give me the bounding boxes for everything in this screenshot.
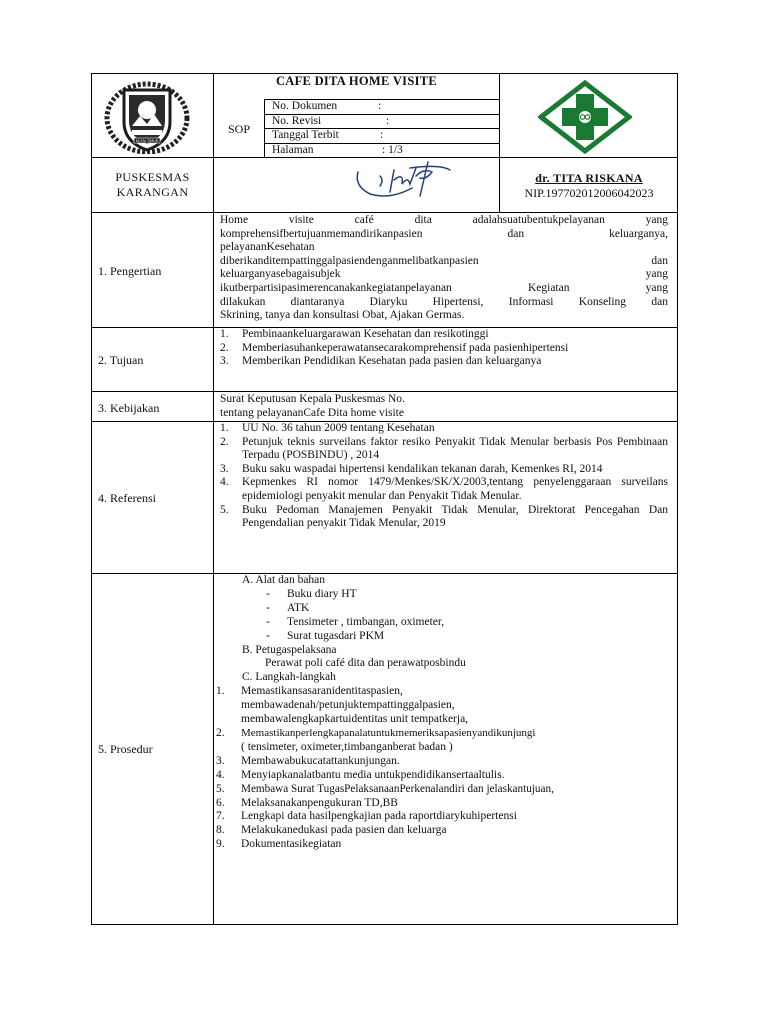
- meta-value: :: [380, 129, 384, 141]
- step-item: [216, 783, 671, 797]
- kebijakan-text: [220, 393, 668, 420]
- dash-icon: -: [266, 615, 270, 628]
- step-item: [216, 824, 671, 838]
- meta-row-halaman: [272, 144, 497, 158]
- signature-icon: [350, 158, 470, 204]
- step-line: Membawa Surat TugasPelaksanaanPerkenalandiri dan jelaskantujuan,: [241, 782, 554, 795]
- list-number: 2.: [220, 341, 229, 354]
- step-number: 6.: [216, 796, 225, 809]
- list-text: Buku Pedoman Manajemen Penyakit Tidak Menular, Direktorat Pencegahan Dan Pengendalian penyakit Tidak Menular, 2019: [242, 503, 668, 530]
- list-item: [220, 463, 668, 477]
- pengertian-text: [220, 214, 668, 323]
- list-text: Petunjuk teknis surveilans faktor resiko Penyakit Tidak Menular berbasis Pos Pembinaan Terpadu (POSBINDU) , 2014: [242, 435, 668, 462]
- step-line: Dokumentasikegiatan: [241, 838, 342, 851]
- text-line: tentang pelayananCafe Dita home visite: [220, 406, 404, 419]
- text-line: keluarganyasebagaisubjek yang: [220, 268, 668, 281]
- step-number: 5.: [216, 782, 225, 795]
- bullet-text: Surat tugasdari PKM: [287, 629, 385, 642]
- step-line: Lengkapi data hasilpengkajian pada raportdiarykuhipertensi: [241, 810, 517, 823]
- divider: [91, 212, 678, 213]
- list-number: 4.: [220, 476, 229, 489]
- step-line: membawalengkapkartuidentitas unit tempatkerja,: [241, 713, 469, 726]
- puskesmas-logo: [538, 80, 632, 154]
- list-number: 1.: [220, 422, 229, 434]
- text-line: diberikanditempattinggalpasiendenganmelibatkanpasien dan: [220, 254, 668, 267]
- meta-row-tanggal: [272, 129, 497, 143]
- step-item: [216, 769, 671, 783]
- divider: [213, 73, 214, 925]
- meta-value: :: [378, 100, 382, 112]
- doctor-name: dr. TITA RISKANA: [535, 171, 643, 185]
- dash-icon: -: [266, 601, 270, 614]
- text-line: ikutberpartisipasimerencanakankegiatanpelayanan Kegiatan yang: [220, 281, 668, 294]
- list-item: [220, 476, 668, 503]
- section-label-kebijakan: 3. Kebijakan: [98, 401, 160, 415]
- org-name: [92, 170, 213, 200]
- step-line: Membawabukucatattankunjungan.: [241, 754, 400, 767]
- section-label-referensi: 4. Referensi: [98, 491, 156, 505]
- referensi-list: [220, 422, 668, 531]
- step-number: 7.: [216, 810, 225, 823]
- list-text: Memberikan Pendidikan Kesehatan pada pasien dan keluarganya: [242, 355, 542, 368]
- step-line: Memastikanperlengkapanalatuntukmemeriksapasienyandikunjungi: [241, 726, 536, 739]
- step-number: 2.: [216, 726, 225, 739]
- sop-label: SOP: [227, 122, 250, 136]
- step-line: Menyiapkanalatbantu media untukpendidikansertaaltulis.: [241, 768, 505, 781]
- step-number: 3.: [216, 754, 225, 767]
- bullet-item: [216, 630, 671, 644]
- signature: [350, 158, 470, 204]
- petugas-text: Perawat poli café dita dan perawatposbindu: [265, 657, 466, 670]
- subheading-petugas: B. Petugaspelaksana: [242, 643, 337, 656]
- bullet-item: [216, 616, 671, 630]
- list-number: 3.: [220, 462, 229, 475]
- list-number: 2.: [220, 435, 229, 448]
- list-item: [220, 328, 668, 342]
- step-item: [216, 810, 671, 824]
- list-item: [220, 422, 668, 436]
- prosedur-content: [216, 574, 671, 852]
- step-line: Melaksanakanpengukuran TD,BB: [241, 796, 398, 809]
- step-item: [216, 797, 671, 811]
- org-name-line2: KARANGAN: [116, 185, 189, 199]
- text-line: komprehensifbertujuanmemandirikanpasien dan keluarganya,: [220, 227, 668, 240]
- subheading-langkah: C. Langkah-langkah: [242, 671, 336, 684]
- doctor-nip: NIP.197702012006042023: [524, 186, 654, 200]
- step-item: [216, 838, 671, 852]
- divider: [91, 391, 678, 392]
- meta-row-dokumen: [272, 100, 497, 114]
- org-name-line1: PUSKESMAS: [115, 170, 190, 184]
- list-text: Kepmenkes RI nomor 1479/Menkes/SK/X/2003,tentang penyelenggaraan surveilans epidemiologi penyakit menular dan Penyakit Tidak Menular.: [242, 476, 668, 502]
- regency-logo: [104, 78, 190, 154]
- meta-label: No. Revisi: [272, 115, 322, 127]
- bullet-item: [216, 602, 671, 616]
- meta-label: No. Dokumen: [272, 100, 338, 112]
- meta-label: Halaman: [272, 144, 314, 156]
- list-text: UU No. 36 tahun 2009 tentang Kesehatan: [242, 422, 435, 434]
- meta-row-revisi: [272, 115, 497, 129]
- step-line: membawadenah/petunjuktempattinggalpasien,: [241, 699, 455, 712]
- text-line: Skrining, tanya dan konsultasi Obat, Ajakan Germas.: [220, 309, 465, 322]
- bullet-text: Buku diary HT: [287, 587, 357, 600]
- meta-value: :: [386, 115, 390, 127]
- bullet-text: Tensimeter , timbangan, oximeter,: [287, 615, 445, 628]
- step-line: ( tensimeter, oximeter,timbanganberat badan ): [241, 740, 453, 753]
- health-cross-icon: [538, 80, 632, 154]
- list-number: 1.: [220, 328, 229, 340]
- list-number: 3.: [220, 355, 229, 368]
- step-number: 4.: [216, 768, 225, 781]
- text-line: Surat Keputusan Kepala Puskesmas No.: [220, 393, 405, 405]
- step-number: 8.: [216, 824, 225, 837]
- text-line: pelayananKesehatan: [220, 241, 315, 254]
- step-line: Melakukanedukasi pada pasien dan keluarga: [241, 824, 447, 837]
- list-text: Memberiasuhankeperawatansecarakomprehensif pada pasienhipertensi: [242, 341, 569, 354]
- section-label-prosedur: 5. Prosedur: [98, 742, 153, 756]
- list-item: [220, 342, 668, 356]
- tujuan-list: [220, 328, 668, 369]
- list-item: [220, 355, 668, 369]
- section-label-pengertian: 1. Pengertian: [98, 264, 162, 278]
- list-item: [220, 504, 668, 531]
- meta-label: Tanggal Terbit: [272, 129, 339, 141]
- section-label-tujuan: 2. Tujuan: [98, 353, 144, 367]
- text-line: Home visite café dita adalahsuatubentukpelayanan yang: [220, 214, 668, 226]
- dash-icon: -: [266, 587, 270, 600]
- bullet-text: ATK: [287, 601, 310, 614]
- list-text: Pembinaankeluargarawan Kesehatan dan resikotinggi: [242, 328, 489, 340]
- step-item: [216, 755, 671, 769]
- logo-caption: KUTAI TIMUR: [135, 139, 159, 143]
- step-number: 9.: [216, 838, 225, 851]
- step-item: [216, 685, 671, 727]
- document-title: CAFE DITA HOME VISITE: [275, 74, 438, 88]
- list-text: Buku saku waspadai hipertensi kendalikan tekanan darah, Kemenkes RI, 2014: [242, 462, 603, 475]
- text-line: dilakukan diantaranya Diaryku Hipertensi, Informasi Konseling dan: [220, 295, 668, 308]
- shield-emblem-icon: [104, 78, 190, 154]
- step-line: Memastikansasaranidentitaspasien,: [241, 685, 403, 698]
- subheading-alat: A. Alat dan bahan: [242, 574, 326, 586]
- list-number: 5.: [220, 503, 229, 516]
- list-item: [220, 436, 668, 463]
- dash-icon: -: [266, 629, 270, 642]
- step-item: [216, 727, 671, 755]
- bullet-item: [216, 588, 671, 602]
- step-number: 1.: [216, 685, 225, 698]
- meta-value: : 1/3: [382, 144, 403, 156]
